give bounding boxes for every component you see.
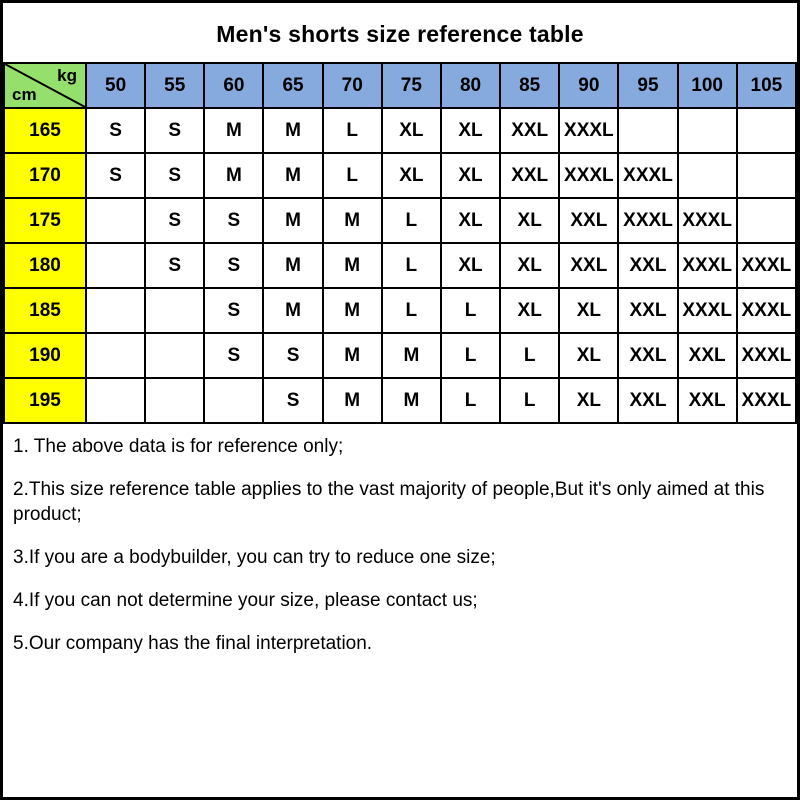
size-cell: S [145, 108, 204, 153]
size-cell: L [441, 333, 500, 378]
row-header-180: 180 [4, 243, 86, 288]
size-cell: M [263, 198, 322, 243]
size-cell [145, 378, 204, 423]
row-header-185: 185 [4, 288, 86, 333]
size-cell [86, 243, 145, 288]
size-cell: XXL [618, 288, 677, 333]
column-header-70: 70 [323, 63, 382, 108]
size-cell: S [204, 333, 263, 378]
column-header-95: 95 [618, 63, 677, 108]
column-header-50: 50 [86, 63, 145, 108]
column-header-85: 85 [500, 63, 559, 108]
notes-section [3, 424, 797, 656]
size-cell: M [204, 153, 263, 198]
row-header-190: 190 [4, 333, 86, 378]
size-cell: XL [382, 153, 441, 198]
size-cell: M [323, 378, 382, 423]
table-row [4, 378, 796, 423]
size-cell [618, 108, 677, 153]
size-cell: L [323, 153, 382, 198]
size-cell: S [204, 198, 263, 243]
column-header-105: 105 [737, 63, 796, 108]
page-title: Men's shorts size reference table [216, 21, 584, 47]
size-cell: S [145, 198, 204, 243]
column-header-75: 75 [382, 63, 441, 108]
column-header-80: 80 [441, 63, 500, 108]
size-cell: XL [559, 333, 618, 378]
size-cell: M [204, 108, 263, 153]
table-row [4, 198, 796, 243]
table-header-row [4, 63, 796, 108]
size-cell: M [382, 333, 441, 378]
column-header-60: 60 [204, 63, 263, 108]
size-cell: XXXL [618, 153, 677, 198]
size-cell: XXL [500, 153, 559, 198]
size-cell: XL [500, 198, 559, 243]
size-cell: XL [441, 153, 500, 198]
size-cell: M [263, 243, 322, 288]
size-cell [678, 153, 737, 198]
size-cell [86, 378, 145, 423]
size-cell: M [323, 333, 382, 378]
row-header-175: 175 [4, 198, 86, 243]
note-item: 1. The above data is for reference only; [13, 436, 344, 457]
corner-header-cell [4, 63, 86, 108]
size-cell: L [500, 378, 559, 423]
size-cell: S [263, 333, 322, 378]
note-item: 5.Our company has the final interpretation. [13, 633, 373, 655]
size-cell [737, 153, 796, 198]
size-cell: M [263, 153, 322, 198]
size-cell: XL [500, 243, 559, 288]
table-row [4, 243, 796, 288]
size-cell: XXXL [678, 288, 737, 333]
size-cell [86, 198, 145, 243]
row-header-195: 195 [4, 378, 86, 423]
size-cell: XL [441, 198, 500, 243]
size-cell: L [500, 333, 559, 378]
size-cell: XXXL [737, 333, 796, 378]
size-cell [86, 288, 145, 333]
size-reference-table [3, 62, 797, 424]
size-cell: XXXL [737, 378, 796, 423]
size-cell: XL [441, 243, 500, 288]
corner-kg-label: kg [57, 66, 77, 85]
size-cell [204, 378, 263, 423]
size-cell: L [382, 198, 441, 243]
size-cell: S [263, 378, 322, 423]
size-cell: M [263, 288, 322, 333]
size-cell: L [382, 243, 441, 288]
size-cell: XXL [678, 378, 737, 423]
size-cell: XL [441, 108, 500, 153]
note-item: 4.If you can not determine your size, please contact us; [13, 590, 478, 612]
size-cell: XXL [618, 378, 677, 423]
table-row [4, 108, 796, 153]
size-cell: XXXL [559, 153, 618, 198]
size-cell [145, 288, 204, 333]
size-cell: M [263, 108, 322, 153]
size-cell [737, 198, 796, 243]
size-cell: XXXL [678, 198, 737, 243]
size-cell: XXXL [737, 243, 796, 288]
size-cell: XXL [678, 333, 737, 378]
size-cell: XL [382, 108, 441, 153]
size-cell: M [382, 378, 441, 423]
note-item: 3.If you are a bodybuilder, you can try to reduce one size; [13, 547, 496, 569]
size-cell: XL [500, 288, 559, 333]
size-cell: M [323, 198, 382, 243]
size-cell: S [204, 288, 263, 333]
size-cell: M [323, 288, 382, 333]
size-cell: XL [559, 378, 618, 423]
size-cell: L [323, 108, 382, 153]
column-header-100: 100 [678, 63, 737, 108]
size-cell: XXXL [737, 288, 796, 333]
size-cell: XXL [618, 243, 677, 288]
size-cell: S [204, 243, 263, 288]
row-header-170: 170 [4, 153, 86, 198]
size-cell: S [145, 243, 204, 288]
size-cell: L [441, 378, 500, 423]
note-item: 2.This size reference table applies to the vast majority of people,But it's only aimed at this product; [13, 479, 765, 526]
corner-cm-label: cm [12, 85, 37, 104]
size-cell: S [86, 108, 145, 153]
size-cell: S [145, 153, 204, 198]
size-cell: XL [559, 288, 618, 333]
size-cell [737, 108, 796, 153]
size-cell: XXXL [618, 198, 677, 243]
size-cell: S [86, 153, 145, 198]
size-cell [678, 108, 737, 153]
size-cell: XXL [559, 198, 618, 243]
row-header-165: 165 [4, 108, 86, 153]
size-cell [86, 333, 145, 378]
column-header-65: 65 [263, 63, 322, 108]
size-cell: L [441, 288, 500, 333]
size-cell [145, 333, 204, 378]
column-header-55: 55 [145, 63, 204, 108]
table-row [4, 333, 796, 378]
size-cell: M [323, 243, 382, 288]
size-cell: XXL [618, 333, 677, 378]
size-cell: XXXL [678, 243, 737, 288]
size-cell: L [382, 288, 441, 333]
size-cell: XXL [500, 108, 559, 153]
column-header-90: 90 [559, 63, 618, 108]
size-cell: XXXL [559, 108, 618, 153]
table-row [4, 153, 796, 198]
table-row [4, 288, 796, 333]
size-cell: XXL [559, 243, 618, 288]
